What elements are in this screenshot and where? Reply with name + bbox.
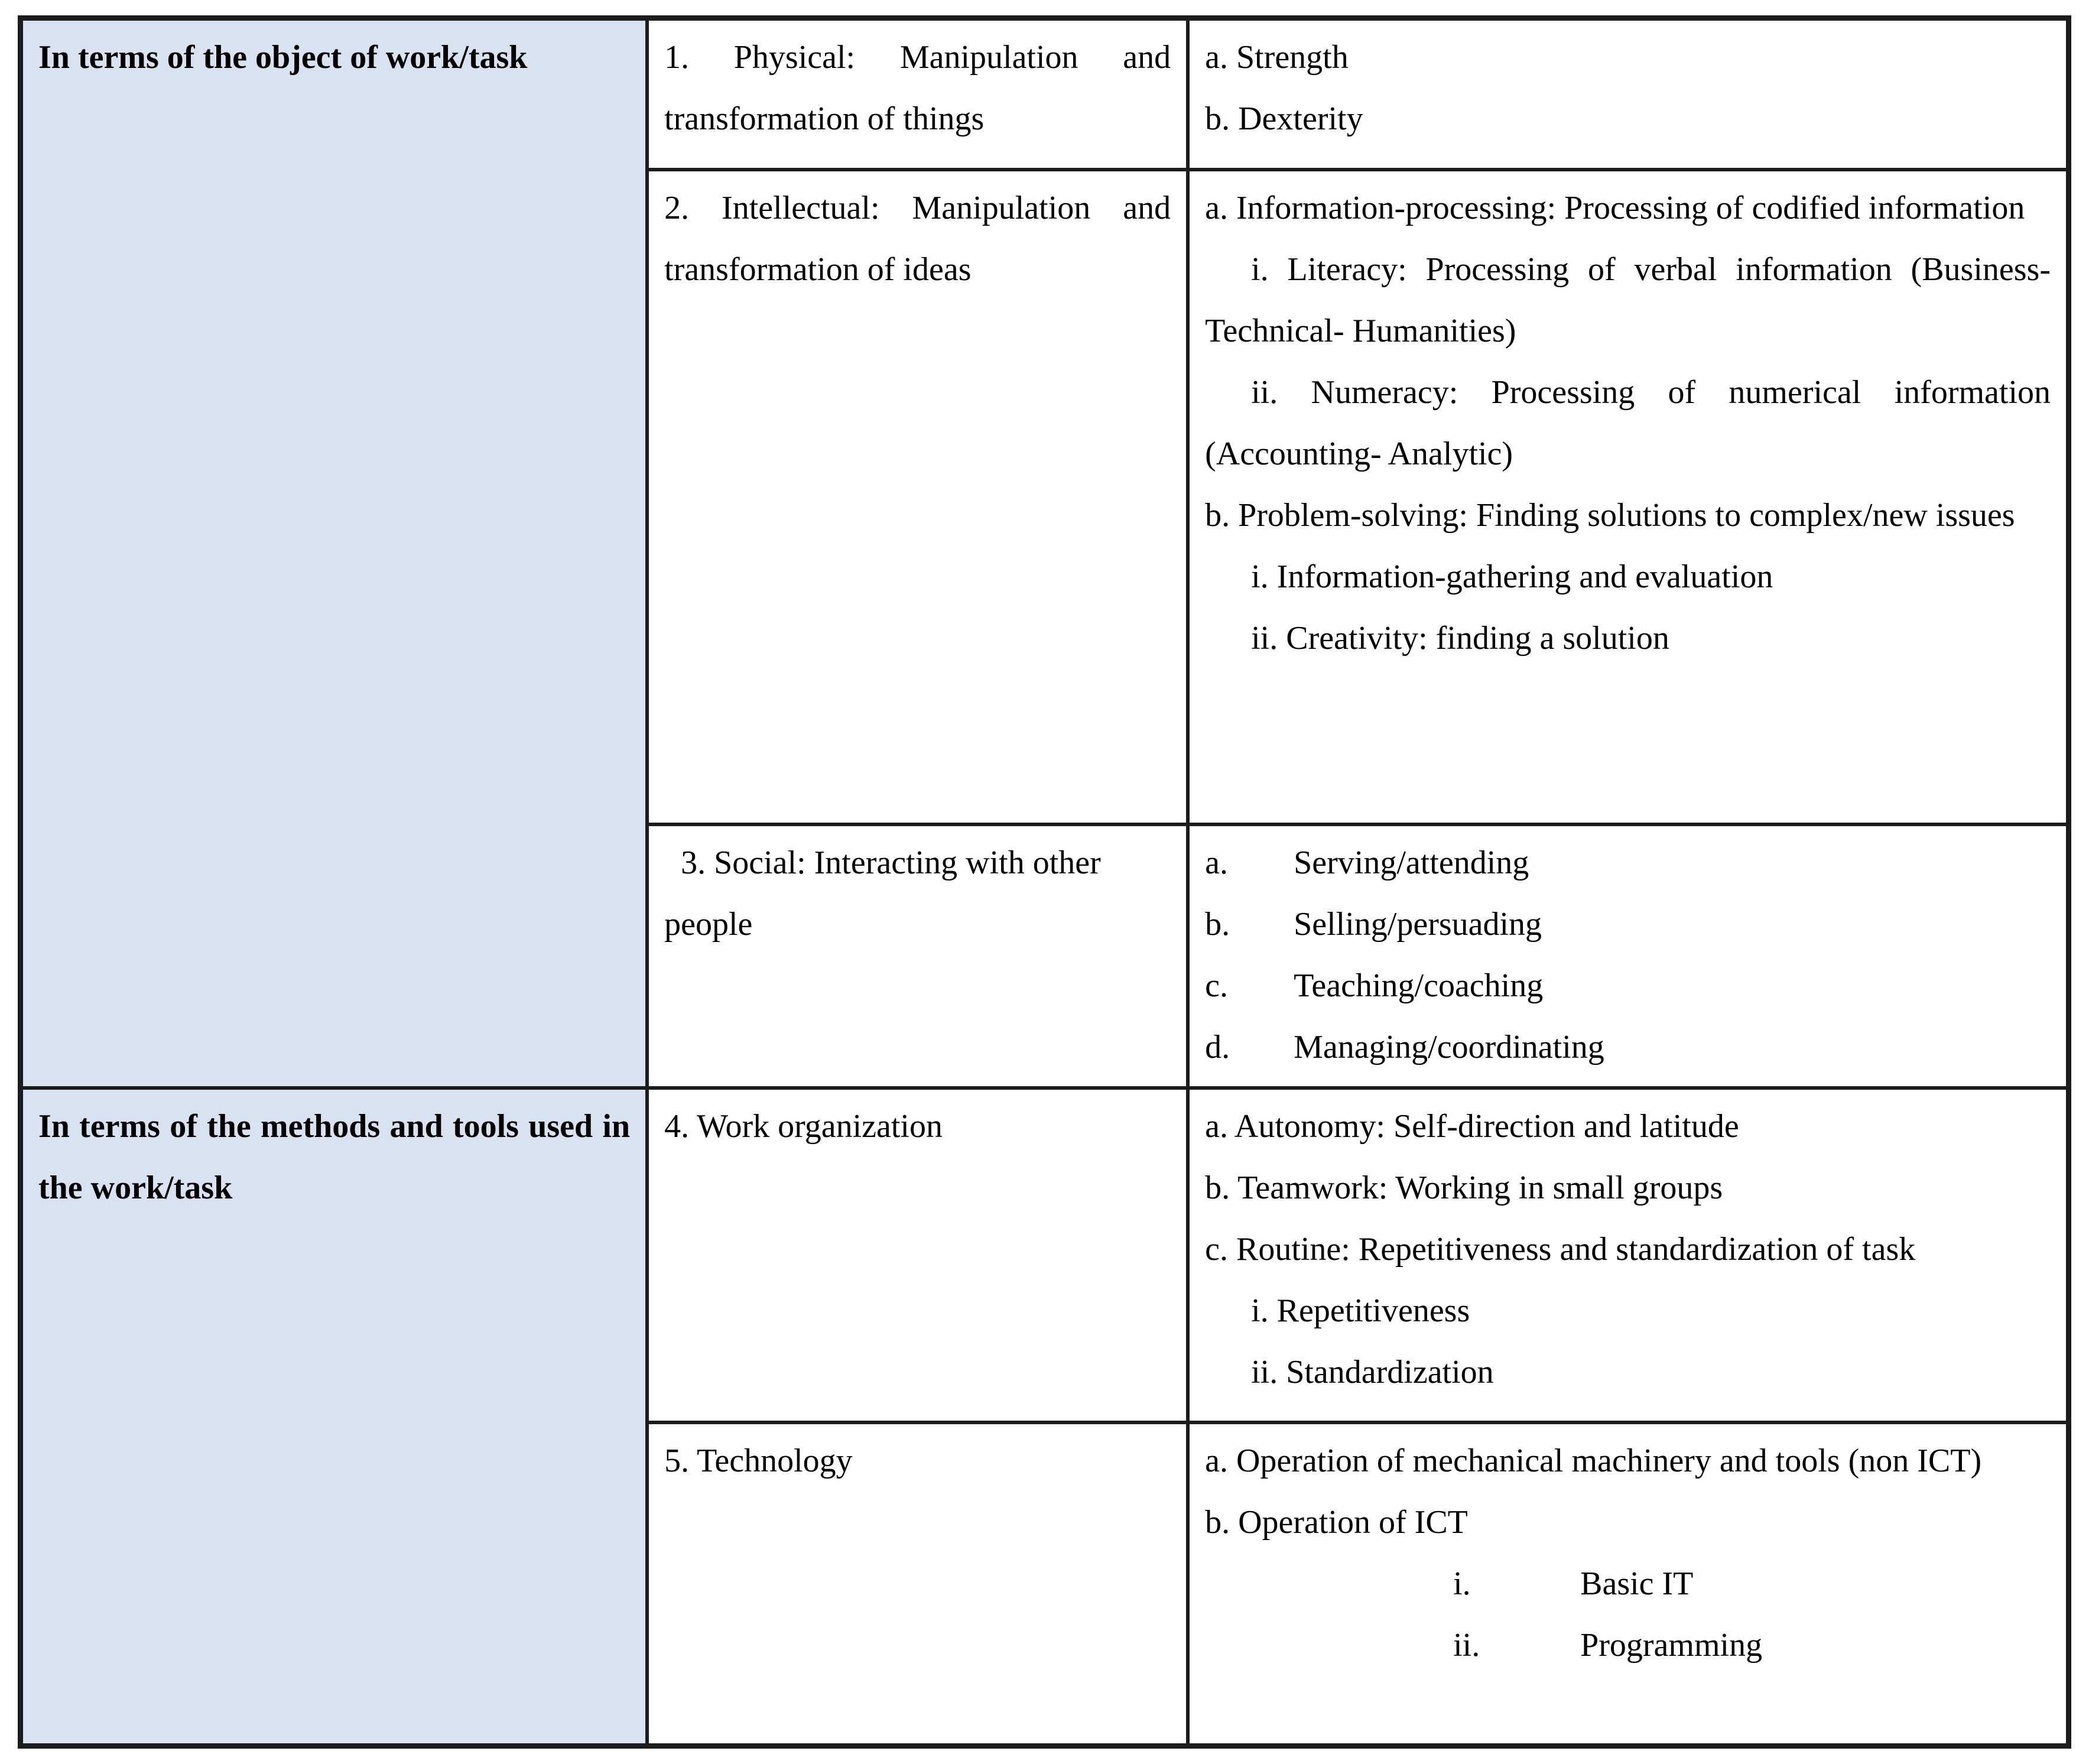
- item-line: b. Problem-solving: Finding solutions to complex/new issues: [1205, 496, 2015, 534]
- items-social: [1188, 824, 2068, 1088]
- category-text: 3. Social: Interacting with other people: [664, 844, 1101, 943]
- item-line: [1205, 894, 2051, 955]
- category-physical: [647, 18, 1188, 170]
- item-text: Managing/coordinating: [1294, 1028, 1604, 1065]
- category-text: 1. Physical: Manipulation and transformation of things: [664, 39, 1171, 137]
- item-line: ii. Standardization: [1251, 1353, 1494, 1391]
- task-dimensions-table: [18, 15, 2071, 1749]
- category-social: [647, 824, 1188, 1088]
- group-header-methods-tools: [21, 1088, 648, 1746]
- category-work-organization: [647, 1088, 1188, 1422]
- item-line: [1205, 1553, 2051, 1614]
- category-text: 2. Intellectual: Manipulation and transformation of ideas: [664, 189, 1171, 288]
- items-work-organization: [1188, 1088, 2068, 1422]
- category-text: 5. Technology: [664, 1442, 853, 1479]
- item-line: a. Autonomy: Self-direction and latitude: [1205, 1107, 1739, 1145]
- item-line: a. Operation of mechanical machinery and tools (non ICT): [1205, 1442, 1982, 1479]
- item-marker: i.: [1453, 1565, 1471, 1602]
- category-technology: [647, 1422, 1188, 1746]
- item-text: Programming: [1580, 1626, 1763, 1664]
- group-header-text: In terms of the object of work/task: [38, 39, 528, 76]
- item-line: a. Strength: [1205, 39, 1349, 76]
- item-line: [1205, 832, 2051, 894]
- item-marker: b.: [1205, 905, 1230, 943]
- item-line: b. Dexterity: [1205, 100, 1363, 137]
- item-text: Basic IT: [1580, 1565, 1694, 1602]
- item-line: i. Repetitiveness: [1251, 1292, 1470, 1329]
- item-line: c. Routine: Repetitiveness and standardization of task: [1205, 1230, 1916, 1268]
- item-line: i. Literacy: Processing of verbal information (Business- Technical- Humanities): [1205, 251, 2051, 349]
- group-header-object-of-work: [21, 18, 648, 1088]
- items-technology: [1188, 1422, 2068, 1746]
- group-header-text: In terms of the methods and tools used in the work/task: [38, 1107, 631, 1206]
- item-text: Selling/persuading: [1294, 905, 1542, 943]
- items-intellectual: [1188, 170, 2068, 824]
- category-intellectual: [647, 170, 1188, 824]
- category-text: 4. Work organization: [664, 1107, 943, 1145]
- item-marker: d.: [1205, 1028, 1230, 1065]
- item-line: a. Information-processing: Processing of codified information: [1205, 189, 2025, 226]
- item-line: b. Teamwork: Working in small groups: [1205, 1169, 1723, 1206]
- table-row-physical: [21, 18, 2069, 170]
- item-line: i. Information-gathering and evaluation: [1251, 558, 1773, 595]
- item-line: [1205, 955, 2051, 1016]
- item-line: ii. Numeracy: Processing of numerical information (Accounting- Analytic): [1205, 373, 2051, 472]
- item-text: Serving/attending: [1294, 844, 1529, 881]
- table-row-work-organization: [21, 1088, 2069, 1422]
- item-text: Teaching/coaching: [1294, 967, 1544, 1004]
- item-marker: c.: [1205, 967, 1228, 1004]
- item-line: ii. Creativity: finding a solution: [1251, 619, 1669, 657]
- item-line: [1205, 1614, 2051, 1676]
- item-marker: ii.: [1453, 1626, 1480, 1664]
- item-line: [1205, 1016, 2051, 1078]
- item-marker: a.: [1205, 844, 1228, 881]
- item-line: b. Operation of ICT: [1205, 1503, 1468, 1541]
- items-physical: [1188, 18, 2068, 170]
